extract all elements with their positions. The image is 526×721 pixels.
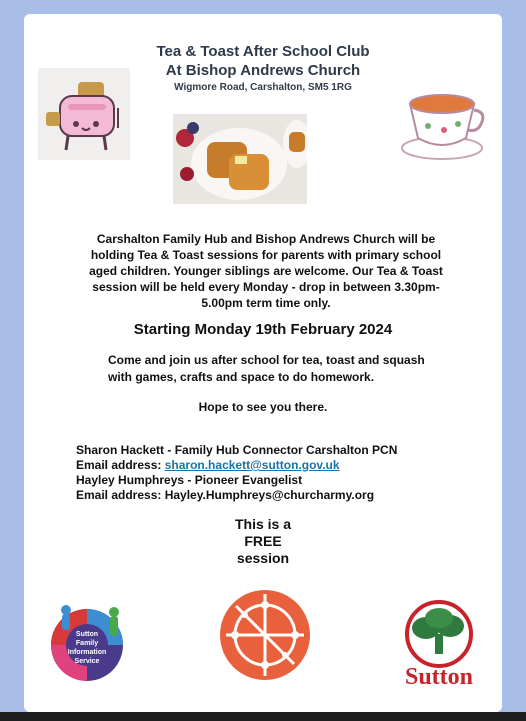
toaster-illustration [38,68,130,160]
contact-1-email-link[interactable]: sharon.hackett@sutton.gov.uk [164,458,340,472]
fis-text-1: Sutton [75,631,99,638]
contact-2-email-line: Email address: Hayley.Humphreys@churcharmy.org [76,488,375,502]
contact-2-name: Hayley Humphreys - Pioneer Evangelist [76,473,303,487]
sutton-council-logo [390,600,488,690]
email-label: Email address: [76,458,165,472]
fis-text-3: Information [67,649,107,656]
fis-text-2: Family [75,640,99,647]
contact-block [76,443,397,503]
hope-text: Hope to see you there. [198,400,328,414]
teacup-illustration [398,86,488,162]
contact-1-email-line [76,458,397,473]
free-line-2: FREE [244,533,282,549]
title-line-1: Tea & Toast After School Club [156,43,370,60]
free-session-text [0,516,526,567]
bottom-bar [0,712,526,721]
start-date: Starting Monday 19th February 2024 [133,321,393,338]
family-information-service-logo [44,602,130,684]
free-line-3: session [236,550,290,566]
fis-text-4: Service [74,658,100,665]
free-line-1: This is a [234,516,292,532]
sutton-wordmark: Sutton [404,664,474,690]
invite-text: Come and join us after school for tea, toast and squash with games, crafts and space to do homework. [108,353,425,384]
title-line-2: At Bishop Andrews Church [165,62,361,79]
intro-paragraph: Carshalton Family Hub and Bishop Andrews Church will be holding Tea & Toast sessions for parents with primary school aged children. Younger siblings are welcome. Our Tea & Toast session will be held every Monday - drop in between 3.30pm-5.00pm term time only. [89,232,443,310]
family-hub-logo [218,588,312,682]
contact-1-name: Sharon Hackett - Family Hub Connector Carshalton PCN [76,443,398,457]
address: Wigmore Road, Carshalton, SM5 1RG [174,82,352,93]
french-toast-photo [173,114,307,204]
